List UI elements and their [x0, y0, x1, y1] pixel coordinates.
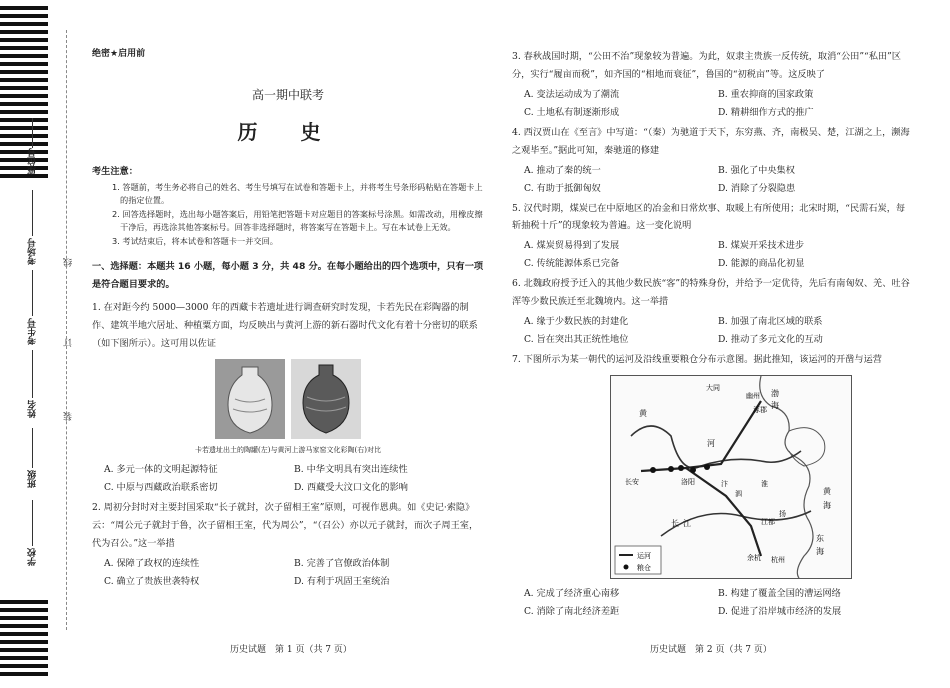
option: C. 土地私有制逐渐形成: [524, 106, 620, 118]
map-label: 海: [816, 546, 824, 556]
seat-number-label: 座位号: [28, 148, 38, 175]
binding-bar: [0, 38, 48, 42]
option: C. 旨在突出其正统性地位: [524, 334, 629, 346]
map-label: 洛阳: [681, 477, 695, 486]
question-5: 5. 汉代时期，煤炭已在中原地区的冶金和日常炊事、取暖上有所使用；北宋时期，“民需石炭，每斩抽税十斤”的现象较为普遍。这一变化说明: [512, 202, 906, 232]
yellow-river: [631, 426, 801, 468]
option: C. 确立了贵族世袭特权: [104, 575, 200, 587]
fill-line: [32, 270, 33, 316]
binding-bar: [0, 54, 48, 58]
map-label: 海: [823, 500, 831, 510]
question-5-options: [512, 237, 912, 273]
seal-mount-char: 装: [64, 412, 74, 421]
option: C. 消除了南北经济差距: [524, 605, 620, 617]
binding-bar: [0, 86, 48, 90]
binding-bar: [0, 142, 48, 146]
binding-bars-bottom: [0, 600, 48, 680]
binding-bar: [0, 656, 48, 660]
fill-line: [32, 500, 33, 546]
question-6: 6. 北魏政府授予迁入的其他少数民族“客”的特殊身份，并给予一定优待，先后有南匈奴、羌、吐谷浑等少数民族迁至北魏境内。这一举措: [512, 278, 910, 308]
seal-dashed-line: [66, 30, 68, 630]
question-1: 1. 在对距今约 5000—3000 年的西藏卡若遗址进行调查研究时发现，卡若先民在彩陶器的制作、建筑半地穴居址、种植粟方面，均反映出与黄河上游的新石器时代文化有着十分密切的联系（如下图所示）。这可用以佐证: [92, 302, 478, 350]
class-label: 班级: [28, 470, 38, 488]
map-label: 长安: [625, 477, 639, 486]
binding-bar: [0, 78, 48, 82]
binding-bars-top: [0, 6, 48, 182]
notice-item: 3. 考试结束后，将本试卷和答题卡一并交回。: [112, 235, 278, 246]
binding-bar: [0, 608, 48, 612]
option: D. 精耕细作方式的推广: [718, 106, 814, 118]
binding-bar: [0, 46, 48, 50]
question-2-options: [92, 555, 484, 591]
binding-bar: [0, 158, 48, 162]
map-label: 黄: [823, 486, 831, 496]
notice-item: 2. 回答选择题时，选出每小题答案后，用铅笔把答题卡对应题目的答案标号涂黑。如需改动，用橡皮擦干净后，再选涂其他答案标号。回答非选择题时，将答案写在答题卡上。写在本试卷上无效。: [112, 208, 483, 233]
legend-granary-label: 粮仓: [637, 563, 651, 572]
question-6-options: [512, 313, 912, 349]
granary-marker: [704, 464, 710, 470]
granary-marker: [690, 467, 696, 473]
map-label: 江: [683, 518, 691, 528]
fill-line: [32, 428, 33, 468]
map-label: 黄: [639, 408, 647, 418]
binding-bar: [0, 22, 48, 26]
map-label: 海: [771, 400, 779, 410]
granary-marker: [650, 467, 656, 473]
map-label: 杭州: [771, 555, 785, 564]
option: A. 保障了政权的连续性: [104, 558, 200, 570]
binding-bar: [0, 6, 48, 10]
question-4-options: [512, 162, 912, 198]
option: B. 构建了覆盖全国的漕运网络: [718, 587, 841, 599]
map-label: 扬: [779, 509, 786, 518]
binding-bar: [0, 672, 48, 676]
question-1-options: [92, 461, 484, 497]
binding-bar: [0, 616, 48, 620]
shandong-coast: [789, 428, 825, 466]
binding-bar: [0, 126, 48, 130]
school-label: 学校: [28, 548, 38, 566]
option: B. 煤炭开采技术进步: [718, 240, 805, 252]
canal-map: [610, 375, 852, 579]
binding-bar: [0, 648, 48, 652]
option: D. 促进了沿岸城市经济的发展: [718, 605, 842, 617]
option: B. 加强了南北区域的联系: [718, 316, 823, 328]
binding-bar: [0, 70, 48, 74]
binding-bar: [0, 640, 48, 644]
option: D. 消除了分裂隐患: [718, 182, 796, 194]
legend-granary-swatch: [624, 564, 629, 569]
granary-marker: [678, 465, 684, 471]
section-heading: 一、选择题：本题共 16 小题，每小题 3 分，共 48 分。在每小题给出的四个选项中，只有一项是符合题目要求的。: [92, 261, 484, 290]
question-7-options: [512, 585, 912, 621]
option: A. 完成了经济重心南移: [524, 587, 620, 599]
binding-bar: [0, 174, 48, 178]
option: D. 有利于巩固王室统治: [294, 575, 390, 587]
fill-line: [32, 350, 33, 398]
question-7: 7. 下图所示为某一朝代的运河及沿线重要粮仓分布示意图。据此推知，该运河的开凿与运营: [512, 354, 882, 365]
fill-line: [32, 118, 33, 148]
canal-map-svg: [611, 376, 851, 578]
secret-mark: 绝密★启用前: [92, 49, 146, 59]
binding-bar: [0, 62, 48, 66]
option: B. 重农抑商的国家政策: [718, 88, 814, 100]
map-label: 余杭: [747, 553, 761, 562]
seal-line-char: 线: [64, 258, 74, 267]
fill-line: [32, 190, 33, 236]
binding-bar: [0, 134, 48, 138]
coastline: [760, 376, 813, 578]
map-label: 大同: [706, 383, 720, 392]
map-label: 泗: [735, 489, 742, 498]
map-label: 汴: [721, 479, 728, 488]
map-label: 渤: [771, 388, 779, 398]
binding-bar: [0, 102, 48, 106]
option: D. 能源的商品化初显: [718, 258, 805, 270]
binding-bar: [0, 632, 48, 636]
exam-title: 高一期中联考: [251, 88, 324, 103]
page-1-footer: 历史试题 第 1 页（共 7 页）: [230, 645, 352, 655]
option: B. 中华文明具有突出连续性: [294, 464, 408, 476]
map-label: 幽州: [746, 391, 760, 400]
binding-bar: [0, 118, 48, 122]
page-2: [512, 48, 912, 623]
option: B. 完善了官僚政治体制: [294, 558, 390, 570]
option: A. 缘于少数民族的封建化: [524, 316, 629, 328]
question-3-options: [512, 86, 912, 122]
binding-strip: [0, 0, 78, 688]
binding-bar: [0, 664, 48, 668]
map-label: 淮: [761, 479, 768, 488]
binding-bar: [0, 166, 48, 170]
image-caption: 卡若遗址出土的陶罐(左)与黄河上游马家窑文化彩陶(右)对比: [195, 446, 381, 455]
question-3: 3. 春秋战国时期，“公田不治”现象较为普遍。为此，奴隶主贵族一反传统，取消“公田”“私田”区分，实行“履亩而税”，如齐国的“相地而衰征”，鲁国的“初税亩”等。这反映了: [512, 51, 901, 80]
option: A. 煤炭贸易得到了发展: [524, 240, 620, 252]
option: C. 有助于抵御匈奴: [524, 182, 601, 194]
seal-bind-char: 订: [64, 338, 74, 347]
option: C. 中原与西藏政治联系密切: [104, 482, 218, 494]
question-4: 4. 西汉贾山在《至言》中写道：“（秦）为驰道于天下，东穷燕、齐，南极吴、楚，江湖之上，濒海之观毕至。”据此可知，秦驰道的修建: [512, 126, 910, 156]
map-label: 涿郡: [753, 405, 767, 414]
page-2-footer: 历史试题 第 2 页（共 7 页）: [650, 645, 772, 655]
option: A. 推动了秦的统一: [524, 164, 601, 176]
question-2: 2. 周初分封时对主要封国采取“长子就封，次子留相王室”原则，可视作恩典。如《史记·索隐》云：“周公元子就封于鲁，次子留相王室，代为周公”，“（召公）亦以元子就封，而次子周王室，代为召公。”这一举措: [92, 502, 479, 550]
subject-title: 历 史: [237, 120, 339, 145]
binding-bar: [0, 150, 48, 154]
karuo-pottery-image: [215, 359, 285, 439]
notice-title: 考生注意：: [92, 166, 138, 178]
canal-yongji: [641, 401, 761, 471]
map-label: 东: [816, 533, 824, 543]
option: A. 多元一体的文明起源特征: [104, 464, 218, 476]
page-1: [92, 48, 484, 593]
option: D. 西藏受大汶口文化的影响: [294, 482, 408, 494]
option: B. 强化了中央集权: [718, 164, 795, 176]
pottery-images: [92, 359, 484, 439]
granary-marker: [668, 466, 674, 472]
binding-bar: [0, 30, 48, 34]
binding-bar: [0, 14, 48, 18]
binding-bar: [0, 94, 48, 98]
legend-canal-label: 运河: [637, 551, 651, 560]
option: D. 推动了多元文化的互动: [718, 334, 823, 346]
binding-bar: [0, 600, 48, 604]
notice-list: [92, 181, 484, 249]
option: A. 变法运动成为了潮流: [524, 88, 620, 100]
name-label: 姓名: [28, 400, 38, 418]
option: C. 传统能源体系已完备: [524, 258, 620, 270]
binding-bar: [0, 624, 48, 628]
binding-bar: [0, 110, 48, 114]
map-label: 江都: [761, 517, 775, 526]
majiayao-pottery-image: [291, 359, 361, 439]
exam-room-label: 考场号: [28, 238, 38, 265]
student-number-label: 考生号: [28, 318, 38, 345]
notice-item: 1. 答题前，考生务必将自己的姓名、考生号填写在试卷和答题卡上，并将考生号条形码粘贴在答题卡上的指定位置。: [112, 181, 483, 206]
map-label: 河: [707, 438, 715, 448]
map-label: 长: [671, 518, 679, 528]
